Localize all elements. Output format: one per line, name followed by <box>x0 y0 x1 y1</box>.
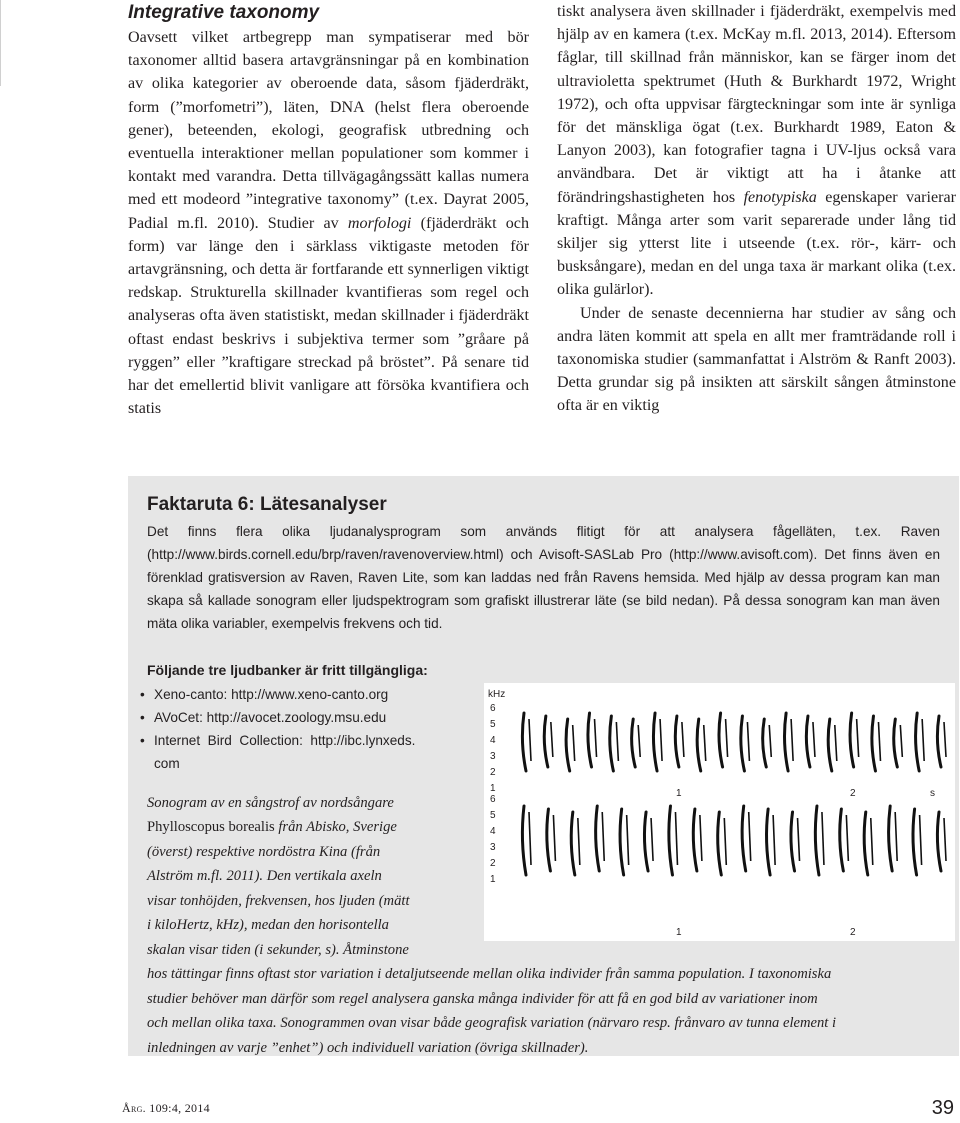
caption-line: Sonogram av en sångstrof av nordsångare <box>147 795 394 811</box>
caption-line: studier behöver man därför som regel analysera ganska många individer för att få en god bild av variationer inom <box>147 991 818 1007</box>
syllable-stroke <box>719 713 723 767</box>
y-tick-label: 2 <box>490 767 496 778</box>
syllable-element <box>900 725 902 757</box>
syllable-stroke <box>718 812 722 875</box>
y-tick-label: 1 <box>490 874 496 885</box>
caption-origin: från Abisko, Sverige <box>278 819 397 835</box>
page-number: 39 <box>931 1097 954 1119</box>
bullet-icon: • <box>140 710 145 725</box>
list-item <box>140 706 476 729</box>
syllable-stroke <box>767 809 771 875</box>
margin-rule <box>0 0 1 86</box>
syllable-element <box>769 725 771 757</box>
syllable-element <box>920 815 922 865</box>
syllable-element <box>944 818 946 861</box>
list-item <box>140 729 476 775</box>
syllable-stroke <box>864 812 868 875</box>
syllable-stroke <box>937 716 941 767</box>
factbox-body: Det finns flera olika ljudanalysprogram som används flitigt för att analysera fågelläten, t.ex. Raven (http://www.birds.cornell.edu/brp/raven/ravenoverview.html) och Avisoft-SASLab Pro (http://www.avisoft.com). Det finns även en förenklad gratisversion av Raven, Raven Lite, som kan laddas ned från Ravens hemsida. Med hjälp av dessa program kan man skapa så kallade sonogram eller ljudspektrogram som grafiskt illustrerar läte (se bild nedan). På dessa sonogram kan man även mäta olika variabler, exempelvis frekvens och tid. <box>147 524 940 632</box>
syllable-element <box>791 719 793 761</box>
factbox-title: Faktaruta 6: Lätesanalyser <box>147 494 387 515</box>
x-tick-top: 2 <box>850 788 856 799</box>
sound-bank-avocet: AVoCet: http://avocet.zoology.msu.edu <box>154 710 387 725</box>
y-axis-top <box>490 703 496 794</box>
syllable-element <box>651 818 653 861</box>
syllable-stroke <box>894 719 898 767</box>
syllable-element <box>627 815 629 865</box>
syllable-element <box>749 812 751 861</box>
y-tick-label: 6 <box>490 794 496 805</box>
syllable-stroke <box>610 716 614 771</box>
syllable-stroke <box>675 716 679 767</box>
syllable-element <box>813 722 815 757</box>
syllable-stroke <box>620 809 624 875</box>
species-name: Phylloscopus borealis <box>147 819 275 835</box>
syllable-element <box>724 818 726 865</box>
syllable-stroke <box>850 713 854 767</box>
syllable-stroke <box>697 719 701 771</box>
syllable-element <box>726 719 728 757</box>
syllable-element <box>835 725 837 761</box>
sound-banks-title: Följande tre ljudbanker är fritt tillgängliga: <box>147 662 428 678</box>
bullet-icon: • <box>140 733 145 748</box>
syllable-stroke <box>596 806 600 871</box>
syllable-stroke <box>632 719 636 767</box>
syllable-element <box>857 719 859 757</box>
syllable-stroke <box>916 713 920 771</box>
syllable-stroke <box>791 812 795 871</box>
caption-line: skalan visar tiden (i sekunder, s). Åtminstone <box>147 942 409 958</box>
syllable-stroke <box>547 809 551 871</box>
x-unit-label: s <box>930 788 935 799</box>
syllable-element <box>798 818 800 861</box>
journal-issue: Årg. 109:4, 2014 <box>122 1101 210 1115</box>
x-tick-bottom: 1 <box>676 927 682 938</box>
caption-line: i kiloHertz, kHz), medan den horisontella <box>147 917 389 933</box>
caption-line: (överst) respektive nordöstra Kina (från <box>147 844 381 860</box>
syllable-element <box>700 815 702 861</box>
syllable-element <box>638 725 640 757</box>
y-tick-label: 3 <box>490 842 496 853</box>
syllable-element <box>922 719 924 761</box>
y-tick-label: 4 <box>490 735 496 746</box>
syllable-element <box>747 722 749 761</box>
syllable-element <box>871 818 873 865</box>
syllable-element <box>602 812 604 861</box>
y-tick-label: 4 <box>490 826 496 837</box>
article-column-right <box>557 0 956 418</box>
caption-line: visar tonhöjden, frekvensen, hos ljuden (mätt <box>147 893 410 909</box>
y-tick-label: 2 <box>490 858 496 869</box>
syllable-element <box>675 812 677 865</box>
sound-bank-ibc: Internet Bird Collection: http://ibc.lynxeds. com <box>154 733 416 771</box>
caption-line: Alström m.fl. 2011). Den vertikala axeln <box>147 868 382 884</box>
syllable-element <box>616 722 618 761</box>
syllable-stroke <box>566 719 570 771</box>
syllable-stroke <box>669 806 673 875</box>
syllable-element <box>553 815 555 861</box>
y-unit-label: kHz <box>488 689 506 700</box>
syllable-element <box>682 722 684 757</box>
sonogram-top-syllables <box>522 713 946 771</box>
x-tick-top: 1 <box>676 788 682 799</box>
y-tick-label: 6 <box>490 703 496 714</box>
syllable-element <box>944 722 946 757</box>
caption-line: inledningen av varje ”enhet”) och individuell variation (övriga skillnader). <box>147 1040 589 1056</box>
syllable-element <box>595 719 597 757</box>
syllable-stroke <box>742 806 746 871</box>
paragraph-1: Oavsett vilket artbegrepp man sympatiserar med bör taxonomer alltid basera artavgränsningar på en kombination av olika kategorier av oberoende data, såsom fjäderdräkt, form (”morfometri”), läten, DNA (helst flera oberoende gener), beteenden, ekologi, geografisk utbredning och eventuella interaktioner mellan populationer som kommer i kontakt med varandra. Detta tillvägagångssätt kallas numera med ett modeord ”integrative taxonomy” (t.ex. Dayrat 2005, Padial m.fl. 2010). Studier av morfologi (fjäderdräkt och form) var länge den i särklass viktigaste metoden för artavgränsning, och detta är fortfarande ett synnerligen viktigt redskap. Strukturella skillnader kvantifieras som regel och analyseras ofta även statistiskt, medan skillnader i fjäderdräkt oftast endast beskrivs i subjektiva termer som ”gråare på ryggen” eller ”kraftigare streckad på bröstet”. På senare tid har det emellertid blivit vanligare att försöka kvantifiera och statis <box>128 29 530 418</box>
syllable-stroke <box>913 809 917 875</box>
caption-line: och mellan olika taxa. Sonogrammen ovan visar både geografisk variation (närvaro resp. frånvaro av tunna element i <box>147 1015 837 1031</box>
syllable-element <box>529 812 531 865</box>
paragraph-2: Under de senaste decennierna har studier av sång och andra läten kommit att spela en allt mer framträdande roll i taxonomiska studier (sammanfattat i Alström & Ranft 2003). Detta grundar sig på insikten att särskilt sången åtminstone ofta är en viktig <box>557 304 956 415</box>
caption-line <box>147 815 397 839</box>
syllable-element <box>846 815 848 861</box>
syllable-stroke <box>840 809 844 871</box>
syllable-stroke <box>644 812 648 871</box>
syllable-stroke <box>522 713 526 771</box>
y-tick-label: 5 <box>490 719 496 730</box>
sonogram-bottom-syllables <box>522 806 946 875</box>
syllable-stroke <box>571 812 575 875</box>
sonogram-figure <box>484 683 955 941</box>
syllable-stroke <box>828 719 832 771</box>
syllable-stroke <box>653 713 657 771</box>
syllable-stroke <box>741 716 745 771</box>
sound-banks-list <box>140 683 476 775</box>
syllable-element <box>578 818 580 865</box>
syllable-stroke <box>588 713 592 767</box>
syllable-stroke <box>785 713 789 771</box>
syllable-stroke <box>815 806 819 875</box>
syllable-element <box>529 719 531 761</box>
factbox <box>128 476 959 1056</box>
syllable-stroke <box>544 716 548 767</box>
syllable-stroke <box>522 806 526 875</box>
list-item <box>140 683 476 706</box>
syllable-element <box>551 722 553 757</box>
syllable-stroke <box>889 806 893 871</box>
section-heading: Integrative taxonomy <box>128 2 320 23</box>
syllable-element <box>773 815 775 865</box>
sound-bank-xeno-canto: Xeno-canto: http://www.xeno-canto.org <box>154 687 389 702</box>
syllable-element <box>895 812 897 861</box>
sonogram-svg <box>484 683 955 941</box>
y-tick-label: 5 <box>490 810 496 821</box>
syllable-element <box>660 719 662 761</box>
syllable-stroke <box>693 809 697 871</box>
syllable-element <box>573 725 575 761</box>
y-tick-label: 1 <box>490 783 496 794</box>
caption-line: hos tättingar finns oftast stor variation i detaljutseende mellan olika individer från samma population. I taxonomiska <box>147 966 832 982</box>
syllable-element <box>878 722 880 761</box>
syllable-stroke <box>806 716 810 767</box>
syllable-stroke <box>763 719 767 767</box>
bullet-icon: • <box>140 687 145 702</box>
syllable-stroke <box>872 716 876 771</box>
x-tick-bottom: 2 <box>850 927 856 938</box>
paragraph-1-continued: tiskt analysera även skillnader i fjäderdräkt, exempelvis med hjälp av en kamera (t.ex. McKay m.fl. 2013, 2014). Eftersom fåglar, till skillnad från människor, kan se färger inom det ultravioletta spektrumet (Huth & Burkhardt 1972, Wright 1972), och ofta uppvisar färgteckningar som inte är synliga för det mänskliga ögat (t.ex. Burkhardt 1989, Eaton & Lanyon 2003), kan fotografier tagna i UV-ljus också vara användbara. Det är viktigt att ha i åtanke att förändringshastigheten hos fenotypiska egenskaper varierar kraftigt. Många arter som varit separerade under lång tid skiljer sig ytterst lite i utseende (t.ex. rör-, kärr- och busksångare), medan en del unga taxa är markant olika (t.ex. olika gulärlor). <box>557 3 956 299</box>
y-tick-label: 3 <box>490 751 496 762</box>
syllable-element <box>704 725 706 761</box>
syllable-element <box>822 812 824 865</box>
article-column-left <box>128 0 529 420</box>
y-axis-bottom <box>490 794 496 885</box>
syllable-stroke <box>937 812 941 871</box>
